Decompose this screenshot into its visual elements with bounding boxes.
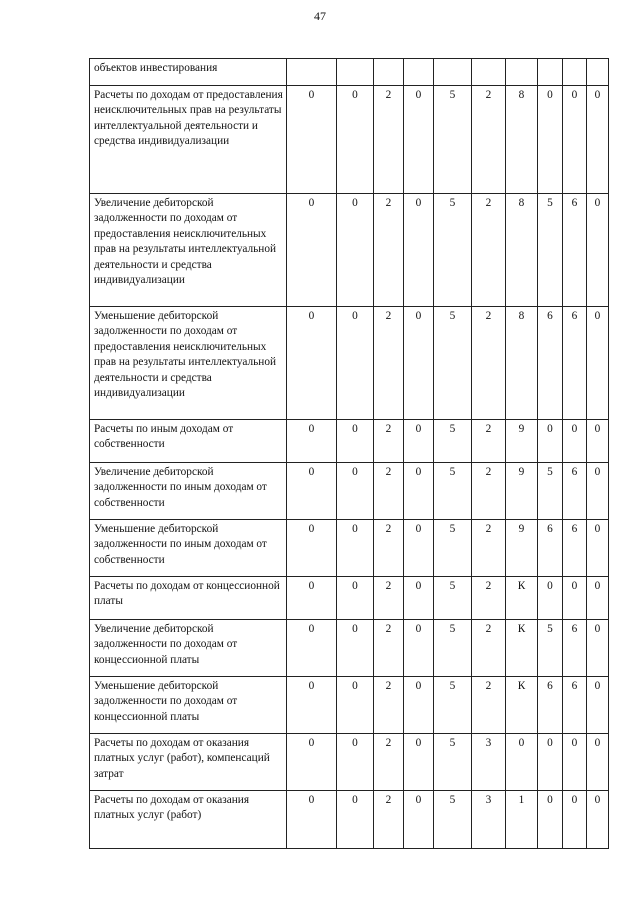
code-digit: 0 bbox=[587, 307, 609, 420]
code-digit: 2 bbox=[374, 463, 404, 520]
table-row bbox=[90, 677, 609, 734]
code-digit bbox=[374, 59, 404, 86]
table-row bbox=[90, 620, 609, 677]
code-digit: 0 bbox=[587, 86, 609, 194]
code-digit: 0 bbox=[538, 420, 563, 463]
code-digit: 5 bbox=[538, 463, 563, 520]
code-digit: 5 bbox=[434, 307, 472, 420]
code-digit bbox=[587, 59, 609, 86]
code-digit: 0 bbox=[538, 577, 563, 620]
row-label: Расчеты по иным доходам от собственности bbox=[90, 420, 287, 463]
code-digit: 0 bbox=[287, 734, 337, 791]
code-digit: 2 bbox=[472, 677, 506, 734]
code-digit: 0 bbox=[337, 620, 374, 677]
code-digit: К bbox=[506, 677, 538, 734]
row-label: Увеличение дебиторской задолженности по доходам от концессионной платы bbox=[90, 620, 287, 677]
code-digit: 2 bbox=[374, 734, 404, 791]
row-label: Уменьшение дебиторской задолженности по доходам от предоставления неисключительных прав на результаты интеллектуальной деятельности и средства индивидуализации bbox=[90, 307, 287, 420]
code-digit: 0 bbox=[404, 194, 434, 307]
row-label: Расчеты по доходам от оказания платных услуг (работ) bbox=[90, 791, 287, 849]
code-digit: 6 bbox=[563, 307, 587, 420]
code-digit: 2 bbox=[374, 194, 404, 307]
code-digit bbox=[538, 59, 563, 86]
row-label: Расчеты по доходам от концессионной платы bbox=[90, 577, 287, 620]
code-digit: 0 bbox=[287, 791, 337, 849]
code-digit bbox=[434, 59, 472, 86]
code-digit bbox=[287, 59, 337, 86]
row-label: объектов инвестирования bbox=[90, 59, 287, 86]
code-digit: К bbox=[506, 620, 538, 677]
code-digit: 0 bbox=[587, 463, 609, 520]
code-digit: 0 bbox=[563, 577, 587, 620]
code-digit: 6 bbox=[563, 463, 587, 520]
code-digit: 5 bbox=[434, 677, 472, 734]
code-digit: 0 bbox=[337, 420, 374, 463]
code-digit: 6 bbox=[563, 620, 587, 677]
code-digit: 2 bbox=[374, 520, 404, 577]
code-digit: 0 bbox=[538, 734, 563, 791]
code-digit: 0 bbox=[287, 307, 337, 420]
code-digit bbox=[404, 59, 434, 86]
code-digit: 5 bbox=[434, 734, 472, 791]
code-digit: 6 bbox=[538, 307, 563, 420]
code-digit: 5 bbox=[434, 463, 472, 520]
code-digit: 5 bbox=[434, 620, 472, 677]
code-digit: 0 bbox=[287, 677, 337, 734]
code-digit: 0 bbox=[587, 620, 609, 677]
code-digit: 1 bbox=[506, 791, 538, 849]
code-digit: 0 bbox=[587, 734, 609, 791]
code-digit: 0 bbox=[404, 86, 434, 194]
code-digit: 5 bbox=[434, 791, 472, 849]
code-digit: 2 bbox=[472, 577, 506, 620]
code-digit: 2 bbox=[374, 86, 404, 194]
table-row bbox=[90, 59, 609, 86]
code-digit: 0 bbox=[287, 620, 337, 677]
code-digit: 2 bbox=[472, 86, 506, 194]
code-digit: 9 bbox=[506, 420, 538, 463]
code-digit: 0 bbox=[587, 194, 609, 307]
table-row bbox=[90, 734, 609, 791]
code-digit: 5 bbox=[434, 520, 472, 577]
code-digit: 0 bbox=[404, 677, 434, 734]
table-row bbox=[90, 791, 609, 849]
code-digit: 0 bbox=[287, 86, 337, 194]
code-digit: 0 bbox=[337, 734, 374, 791]
code-digit: 0 bbox=[404, 520, 434, 577]
code-digit: 0 bbox=[563, 420, 587, 463]
code-digit: 8 bbox=[506, 86, 538, 194]
code-digit: 0 bbox=[563, 86, 587, 194]
table-row bbox=[90, 463, 609, 520]
code-digit: 3 bbox=[472, 734, 506, 791]
code-digit: 0 bbox=[404, 734, 434, 791]
code-digit: 0 bbox=[337, 307, 374, 420]
code-digit: 9 bbox=[506, 520, 538, 577]
code-digit: 0 bbox=[404, 791, 434, 849]
code-digit: 0 bbox=[538, 791, 563, 849]
table-row bbox=[90, 307, 609, 420]
code-digit bbox=[506, 59, 538, 86]
code-digit: 0 bbox=[404, 463, 434, 520]
code-digit: 2 bbox=[374, 420, 404, 463]
row-label: Увеличение дебиторской задолженности по иным доходам от собственности bbox=[90, 463, 287, 520]
code-digit: 0 bbox=[587, 577, 609, 620]
code-digit: 5 bbox=[434, 420, 472, 463]
code-digit: 0 bbox=[587, 420, 609, 463]
row-label: Увеличение дебиторской задолженности по доходам от предоставления неисключительных прав на результаты интеллектуальной деятельности и средства индивидуализации bbox=[90, 194, 287, 307]
code-digit: 0 bbox=[563, 791, 587, 849]
code-digit: 6 bbox=[538, 520, 563, 577]
code-digit: 0 bbox=[337, 86, 374, 194]
code-digit: 5 bbox=[538, 620, 563, 677]
code-digit: 8 bbox=[506, 307, 538, 420]
code-digit: 0 bbox=[538, 86, 563, 194]
code-digit: 9 bbox=[506, 463, 538, 520]
code-digit: 6 bbox=[563, 194, 587, 307]
code-digit: 0 bbox=[287, 420, 337, 463]
table-row bbox=[90, 194, 609, 307]
code-digit: 2 bbox=[374, 620, 404, 677]
code-table bbox=[89, 58, 609, 849]
code-digit: 0 bbox=[287, 577, 337, 620]
code-digit: 0 bbox=[337, 791, 374, 849]
code-digit bbox=[337, 59, 374, 86]
row-label: Уменьшение дебиторской задолженности по иным доходам от собственности bbox=[90, 520, 287, 577]
code-digit: 2 bbox=[374, 677, 404, 734]
code-digit: 2 bbox=[472, 194, 506, 307]
code-digit: К bbox=[506, 577, 538, 620]
row-label: Уменьшение дебиторской задолженности по доходам от концессионной платы bbox=[90, 677, 287, 734]
code-digit: 2 bbox=[374, 577, 404, 620]
code-digit: 5 bbox=[434, 577, 472, 620]
row-label: Расчеты по доходам от предоставления неисключительных прав на результаты интеллектуальной деятельности и средства индивидуализации bbox=[90, 86, 287, 194]
table-row bbox=[90, 420, 609, 463]
code-digit bbox=[472, 59, 506, 86]
code-digit: 0 bbox=[337, 463, 374, 520]
code-digit: 0 bbox=[404, 577, 434, 620]
table-row bbox=[90, 86, 609, 194]
page-number: 47 bbox=[314, 9, 326, 23]
code-digit: 5 bbox=[538, 194, 563, 307]
row-label: Расчеты по доходам от оказания платных услуг (работ), компенсаций затрат bbox=[90, 734, 287, 791]
table-row bbox=[90, 577, 609, 620]
table-row bbox=[90, 520, 609, 577]
code-digit: 5 bbox=[434, 194, 472, 307]
code-digit: 6 bbox=[563, 520, 587, 577]
code-digit: 5 bbox=[434, 86, 472, 194]
code-digit: 0 bbox=[337, 520, 374, 577]
code-digit: 0 bbox=[287, 520, 337, 577]
code-digit: 2 bbox=[472, 520, 506, 577]
code-digit: 0 bbox=[587, 677, 609, 734]
code-digit: 6 bbox=[563, 677, 587, 734]
code-digit: 0 bbox=[587, 791, 609, 849]
code-digit: 8 bbox=[506, 194, 538, 307]
code-digit: 2 bbox=[472, 307, 506, 420]
code-digit: 0 bbox=[404, 620, 434, 677]
code-digit: 0 bbox=[337, 577, 374, 620]
code-digit bbox=[563, 59, 587, 86]
code-digit: 0 bbox=[337, 194, 374, 307]
code-digit: 2 bbox=[472, 620, 506, 677]
code-digit: 0 bbox=[563, 734, 587, 791]
code-digit: 2 bbox=[472, 463, 506, 520]
code-digit: 3 bbox=[472, 791, 506, 849]
code-digit: 0 bbox=[287, 194, 337, 307]
code-digit: 6 bbox=[538, 677, 563, 734]
code-digit: 0 bbox=[287, 463, 337, 520]
code-digit: 2 bbox=[374, 307, 404, 420]
code-digit: 2 bbox=[472, 420, 506, 463]
code-digit: 0 bbox=[506, 734, 538, 791]
code-digit: 2 bbox=[374, 791, 404, 849]
code-digit: 0 bbox=[337, 677, 374, 734]
code-digit: 0 bbox=[404, 420, 434, 463]
code-digit: 0 bbox=[404, 307, 434, 420]
table-body bbox=[90, 59, 609, 849]
code-digit: 0 bbox=[587, 520, 609, 577]
